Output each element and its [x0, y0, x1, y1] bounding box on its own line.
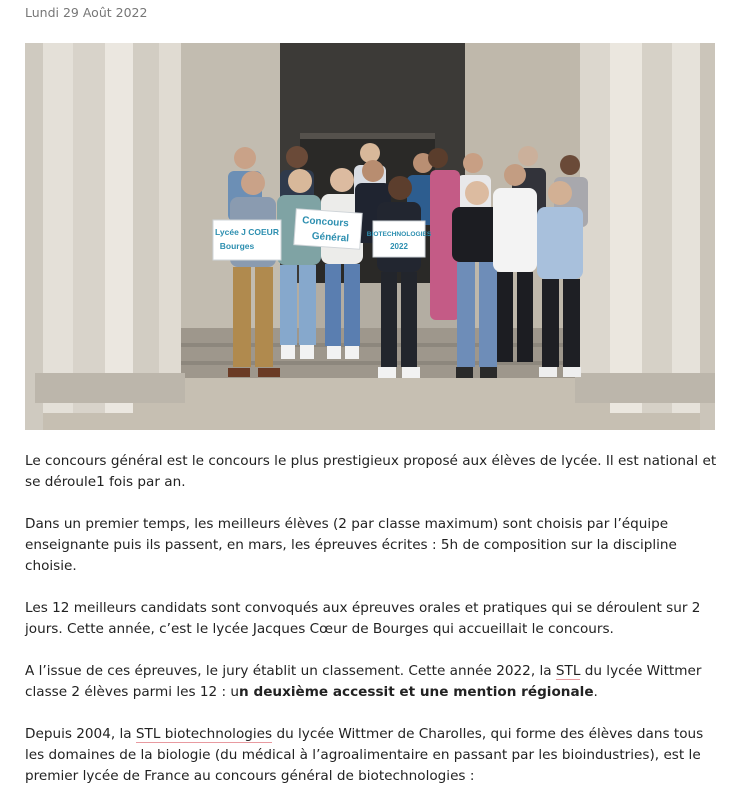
article-date: Lundi 29 Août 2022 [25, 5, 148, 20]
sign-left-line2: Bourges [219, 241, 255, 251]
paragraph-candidates: Les 12 meilleurs candidats sont convoqués aux épreuves orales et pratiques qui se déroulent sur 2 jours. Cette année, c’est le lycée Jacques Cœur de Bourges qui accueillait le concours. [25, 600, 701, 637]
stl-biotechnologies-link[interactable]: STL biotechnologies [135, 726, 273, 742]
photo-sign-left [213, 220, 281, 260]
photo-sign-right [367, 221, 432, 257]
article-body [25, 451, 720, 808]
article-photo [25, 43, 715, 430]
sign-right-line2: 2022 [390, 242, 408, 251]
paragraph-selection: Dans un premier temps, les meilleurs élèves (2 par classe maximum) sont choisis par l’équipe enseignante puis ils passent, en mars, les épreuves écrites : 5h de composition sur la discipline choisie. [25, 516, 677, 574]
sign-left-line1: Lycée J COEUR [215, 227, 279, 237]
paragraph-history: Depuis 2004, la STL biotechnologies du lycée Wittmer de Charolles, qui forme des élèves dans tous les domaines de la biologie (du médical à l’agroalimentaire en passant par les bioindustries), est le premier lycée de France au concours général de biotechnologies : [25, 726, 704, 784]
paragraph-intro: Le concours général est le concours le plus prestigieux proposé aux élèves de lycée. Il est national et se déroule1 fois par an. [25, 453, 717, 490]
results-highlight: n deuxième accessit et une mention régionale [239, 684, 594, 700]
sign-middle-line1: Concours [301, 215, 350, 230]
sign-middle-line2: Général [311, 230, 350, 245]
sign-right-line1: BIOTECHNOLOGIES [366, 231, 432, 238]
stl-link[interactable]: STL [555, 663, 581, 679]
paragraph-results: A l’issue de ces épreuves, le jury établit un classement. Cette année 2022, la STL du lycée Wittmer classe 2 élèves parmi les 12 : un deuxième accessit et une mention régionale. [25, 663, 702, 700]
photo-sign-middle [294, 209, 362, 250]
